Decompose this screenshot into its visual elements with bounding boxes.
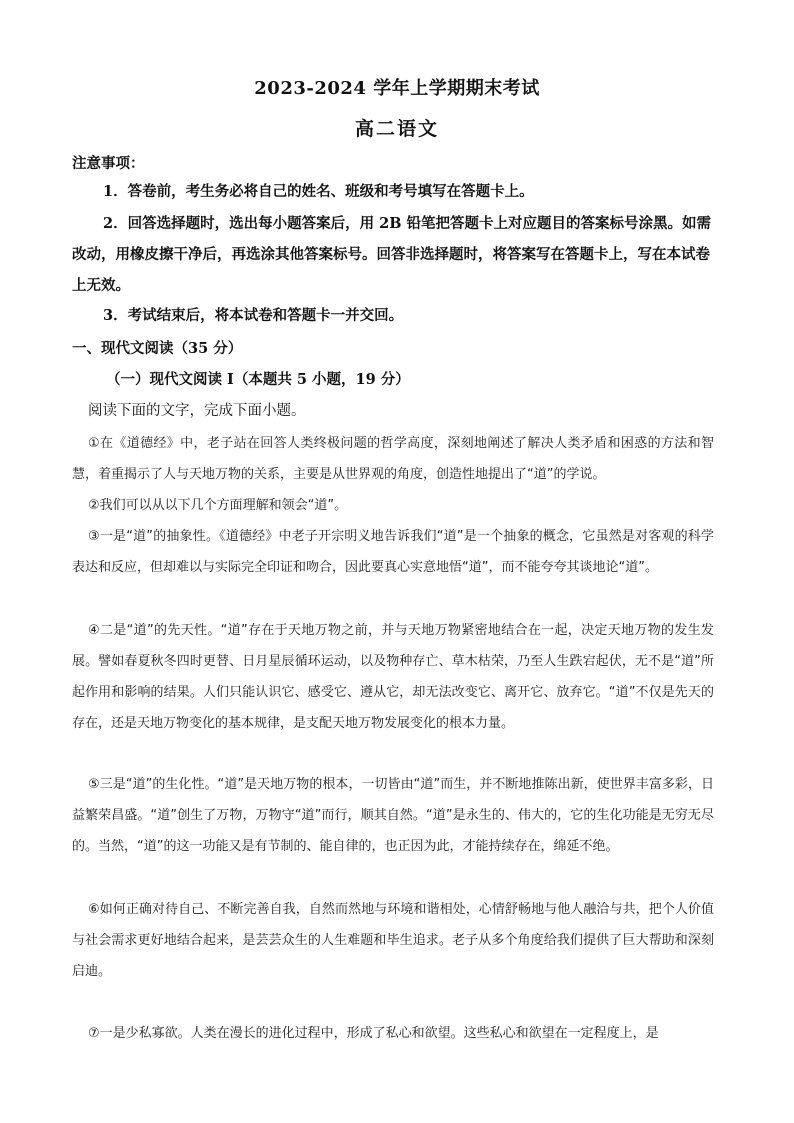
passage-paragraph: ⑦一是少私寡欲。人类在漫长的进化过程中，形成了私心和欲望。这些私心和欲望在一定程度上，是 — [88, 1026, 659, 1041]
note-item: 2．回答选择题时，选出每小题答案后，用 2B 铅笔把答题卡上对应题目的答案标号涂黑。如需改动，用橡皮擦干净后，再选涂其他答案标号。回答非选择题时，将答案写在答题卡上，写在本试卷上无效。 — [72, 215, 712, 294]
subsection-heading: （一）现代文阅读 I（本题共 5 小题，19 分） — [106, 371, 410, 388]
passage-paragraph: ②我们可以从以下几个方面理解和领会“道”。 — [88, 498, 348, 513]
reading-instruction: 阅读下面的文字，完成下面小题。 — [88, 403, 306, 419]
passage-paragraph: ①在《道德经》中，老子站在回答人类终极问题的哲学高度，深刻地阐述了解决人类矛盾和困惑的方法和智慧，着重揭示了人与天地万物的关系，主要是从世界观的角度，创造性地提出了“道”的学说。 — [72, 436, 714, 482]
exam-subtitle: 高二语文 — [354, 118, 439, 140]
note-item: 3．考试结束后，将本试卷和答题卡一并交回。 — [103, 307, 404, 324]
passage-paragraph: ④二是“道”的先天性。“道”存在于天地万物之前，并与天地万物紧密地结合在一起，决定天地万物的发生发展。譬如春夏秋冬四时更替、日月星辰循环运动，以及物种存亡、草木枯荣，乃至人生跌宕起伏，无不是“道”所起作用和影响的结果。人们只能认识它、感受它、遵从它，却无法改变它、离开它、放弃它。“道”不仅是先天的存在，还是天地万物变化的基本规律，是支配天地万物发展变化的根本力量。 — [72, 623, 714, 731]
passage-paragraph: ⑥如何正确对待自己、不断完善自我，自然而然地与环境和谐相处，心情舒畅地与他人融洽与共，把个人价值与社会需求更好地结合起来，是芸芸众生的人生难题和毕生追求。老子从多个角度给我们提供了巨大帮助和深刻启迪。 — [72, 902, 714, 979]
passage-paragraph: ③一是“道”的抽象性。《道德经》中老子开宗明义地告诉我们“道”是一个抽象的概念，它虽然是对客观的科学表达和反应，但却难以与实际完全印证和吻合，因此要真心实意地悟“道”，而不能夸夸其谈地论“道”。 — [72, 529, 714, 575]
note-item: 1．答卷前，考生务必将自己的姓名、班级和考号填写在答题卡上。 — [103, 183, 534, 200]
passage-paragraph: ⑤三是“道”的生化性。“道”是天地万物的根本，一切皆由“道”而生，并不断地推陈出新，使世界丰富多彩，日益繁荣昌盛。“道”创生了万物，万物守“道”而行，顺其自然。“道”是永生的、伟大的，它的生化功能是无穷无尽的。当然，“道”的这一功能又是有节制的、能自律的，也正因为此，才能持续存在，绵延不绝。 — [72, 777, 714, 854]
exam-title: 2023-2024 学年上学期期末考试 — [254, 78, 540, 99]
notes-heading: 注意事项： — [72, 155, 145, 172]
section-heading: 一、现代文阅读（35 分） — [72, 340, 243, 357]
